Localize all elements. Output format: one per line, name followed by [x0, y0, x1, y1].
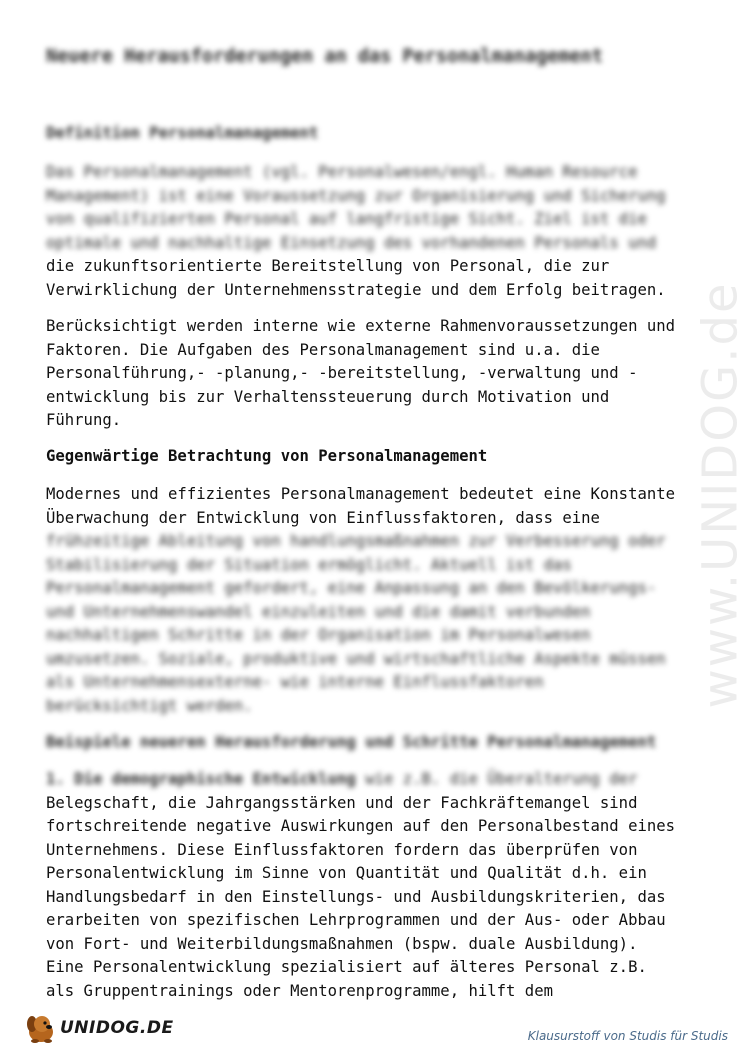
text-line: nachhaltigen Schritte in der Organisation im Personalwesen [46, 626, 591, 644]
text-line: als Unternehmensexterne- wie interne Einflussfaktoren [46, 673, 544, 691]
watermark-text: www.UNIDOG.de [692, 281, 749, 709]
text-line: Verwirklichung der Unternehmensstrategie und dem Erfolg beitragen. [46, 280, 666, 299]
text-line: Eine Personalentwicklung spezialisiert auf älteres Personal z.B. [46, 958, 647, 976]
text-line: erarbeiten von spezifischen Lehrprogrammen und der Aus- oder Abbau [46, 911, 666, 929]
text-line: Personalmanagement gefordert, eine Anpassung an den Bevölkerungs- [46, 579, 657, 597]
text-line: und Unternehmenswandel einzuleiten und die damit verbunden [46, 602, 591, 621]
text-line: berücksichtigt werden. [46, 696, 253, 715]
text-line: von Fort- und Weiterbildungsmaßnahmen (bspw. duale Ausbildung). [46, 934, 638, 953]
paragraph-current [46, 483, 706, 718]
text-line: Belegschaft, die Jahrgangsstärken und der Fachkräftemangel sind [46, 793, 638, 812]
text-line: Unternehmens. Diese Einflussfaktoren fordern das überprüfen von [46, 840, 638, 859]
paragraph-definition [46, 161, 706, 302]
text-line: Berücksichtigt werden interne wie externe Rahmenvoraussetzungen und [46, 317, 676, 335]
section-heading-current: Gegenwärtige Betrachtung von Personalmanagement [46, 447, 488, 465]
text-line: umzusetzen. Soziale, produktive und wirtschaftliche Aspekte müssen [46, 649, 666, 668]
text-line: von qualifizierten Personal auf langfristige Sicht. Ziel ist die [46, 210, 647, 228]
logo-text: UNIDOG.DE [60, 1018, 174, 1038]
text-line: Modernes und effizientes Personalmanagement bedeutet eine Konstante [46, 485, 676, 503]
text-line: die zukunftsorientierte Bereitstellung von Personal, die zur [46, 257, 610, 275]
paragraph-tasks [46, 315, 706, 433]
text-line-lead [46, 768, 706, 792]
text-line: Personalentwicklung im Sinne von Quantität und Qualität d.h. ein [46, 864, 647, 882]
lead-rest: wie z.B. die Überalterung der [355, 770, 638, 788]
text-line: als Gruppentrainings oder Mentorenprogramme, hilft dem [46, 981, 553, 1000]
paragraph-demographics [46, 768, 706, 1003]
text-line: fortschreitende negative Auswirkungen auf den Personalbestand eines [46, 817, 676, 835]
footer-slogan: Klausurstoff von Studis für Studis [527, 1029, 728, 1043]
text-line: entwicklung bis zur Verhaltenssteuerung durch Motivation und [46, 387, 610, 406]
text-line: Stabilisierung der Situation ermöglicht. Aktuell ist das [46, 555, 572, 574]
text-line: Führung. [46, 411, 122, 429]
footer-logo[interactable] [24, 1012, 174, 1044]
text-line: frühzeitige Ableitung von handlungsmaßnahmen zur Verbesserung oder [46, 532, 666, 550]
page-title: Neuere Herausforderungen an das Personalmanagement [46, 46, 603, 67]
text-line: Das Personalmanagement (vgl. Personalwesen/engl. Human Resource [46, 163, 638, 181]
dog-mascot-icon [24, 1012, 58, 1044]
text-line: Faktoren. Die Aufgaben des Personalmanagement sind u.a. die [46, 340, 600, 359]
section-heading-examples: Beispiele neueren Herausforderung und Schritte Personalmanagement [46, 733, 657, 751]
text-line: Personalführung,- -planung,- -bereitstellung, -verwaltung und - [46, 364, 638, 382]
text-line: Überwachung der Entwicklung von Einflussfaktoren, dass eine [46, 508, 600, 527]
text-line: Management) ist eine Voraussetzung zur Organisierung und Sicherung [46, 186, 666, 205]
text-line: optimale und nachhaltige Einsetzung des vorhandenen Personals und [46, 233, 657, 252]
text-line: Handlungsbedarf in den Einstellungs- und Ausbildungskriterien, das [46, 887, 666, 906]
numbered-lead: 1. Die demographische Entwicklung [46, 770, 356, 788]
section-heading-definition: Definition Personalmanagement [46, 124, 319, 142]
